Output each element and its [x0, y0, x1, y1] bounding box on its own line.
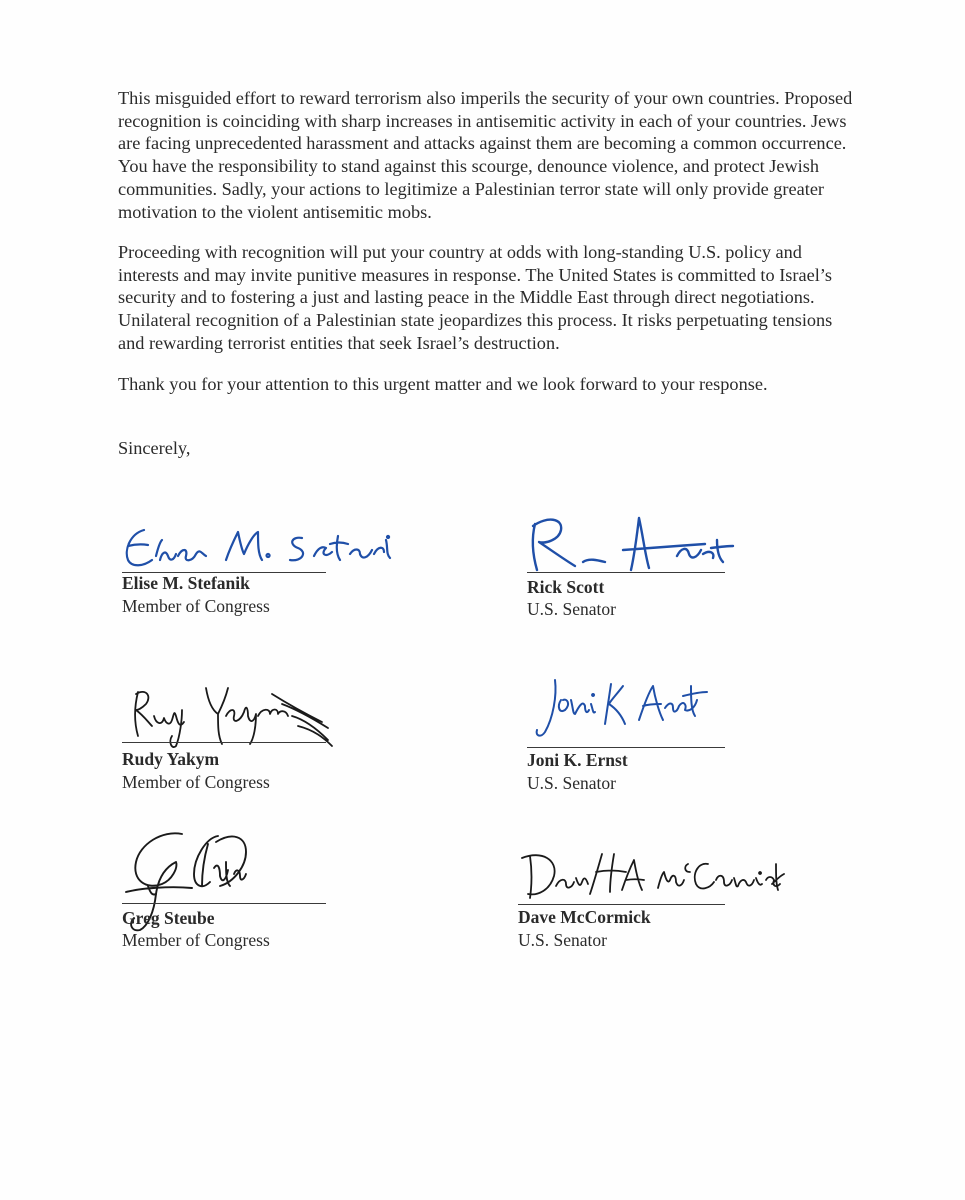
- signatory-title: U.S. Senator: [527, 773, 616, 793]
- letter-paragraph-2: Proceeding with recognition will put your country at odds with long-standing U.S. policy and interests and may invite punitive measures in response. The United States is committed to Israel’s security and to fostering a just and lasting peace in the Middle East through direct negotiations. Unilateral recognition of a Palestinian state jeopardizes this process. It risks perpetuating tensions and rewarding terrorist entities that seek Israel’s destruction.: [118, 242, 833, 353]
- handwritten-signature-scott: [527, 510, 747, 575]
- handwritten-signature-mccormick: [518, 844, 788, 904]
- letter-paragraph-1: This misguided effort to reward terrorism also imperils the security of your own countries. Proposed recognition is coinciding with sharp increases in antisemitic activity in each of your countries. Jews are facing unprecedented harassment and attacks against them are becoming a common occurrence. You have the responsibility to stand against this scourge, denounce violence, and protect Jewish communities. Sadly, your actions to legitimize a Palestinian terror state will only provide greater motivation to the violent antisemitic mobs.: [118, 88, 853, 222]
- signatory-name: Rick Scott: [527, 577, 605, 597]
- signatory-title: Member of Congress: [122, 930, 270, 950]
- signature-line: [122, 742, 326, 743]
- signatory-name: Elise M. Stefanik: [122, 573, 250, 593]
- signature-line: [527, 572, 725, 573]
- closing-salutation: Sincerely,: [118, 438, 191, 458]
- letter-paragraph-3: Thank you for your attention to this urgent matter and we look forward to your response.: [118, 374, 768, 394]
- signatory-name: Rudy Yakym: [122, 749, 220, 769]
- signature-line: [122, 903, 326, 904]
- signatory-name: Dave McCormick: [518, 907, 651, 927]
- signatory-title: U.S. Senator: [518, 930, 607, 950]
- signatory-title: Member of Congress: [122, 772, 270, 792]
- signatory-name: Greg Steube: [122, 908, 215, 928]
- handwritten-signature-ernst: [527, 670, 727, 745]
- signature-line: [518, 904, 725, 905]
- signatory-title: U.S. Senator: [527, 599, 616, 619]
- signature-line: [527, 747, 725, 748]
- signatory-name: Joni K. Ernst: [527, 750, 628, 770]
- handwritten-signature-yakym: [122, 680, 352, 755]
- signatory-title: Member of Congress: [122, 596, 270, 616]
- handwritten-signature-stefanik: [122, 520, 402, 575]
